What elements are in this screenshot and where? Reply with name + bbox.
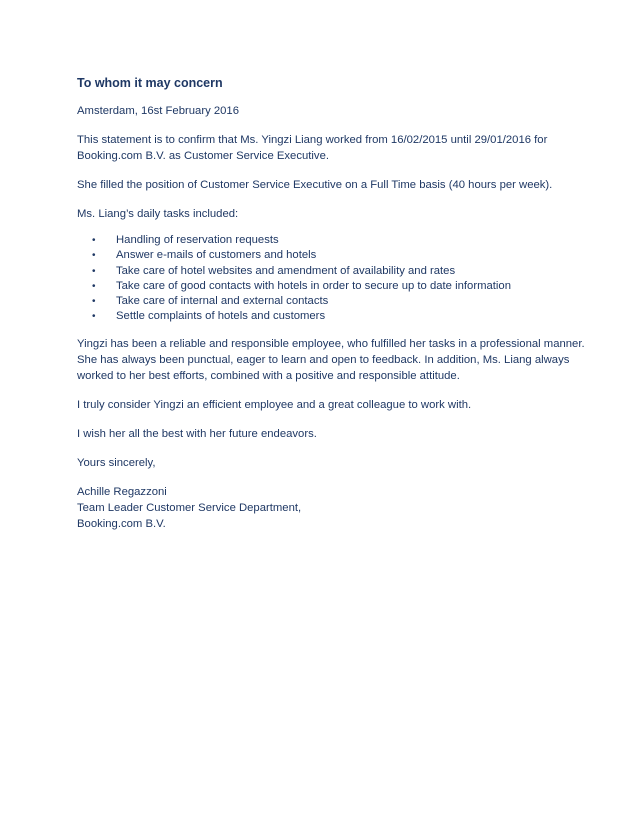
- signer-title: Team Leader Customer Service Department,: [77, 501, 302, 514]
- tasks-list: [77, 233, 597, 325]
- wishes-paragraph: I wish her all the best with her future endeavors.: [77, 427, 317, 440]
- signer-company: Booking.com B.V.: [77, 517, 166, 530]
- list-item: [77, 248, 597, 263]
- confirmation-paragraph: This statement is to confirm that Ms. Yingzi Liang worked from 16/02/2015 until 29/01/2016 for Booking.com B.V. as Customer Service Executive.: [77, 134, 548, 162]
- bullet-icon: •: [92, 250, 96, 262]
- task-text: Take care of good contacts with hotels in order to secure up to date information: [116, 279, 511, 292]
- place-date: Amsterdam, 16st February 2016: [77, 105, 239, 117]
- task-text: Take care of internal and external contacts: [116, 295, 329, 308]
- position-paragraph: She filled the position of Customer Service Executive on a Full Time basis (40 hours per week).: [77, 179, 553, 191]
- list-item: [77, 264, 597, 279]
- bullet-icon: •: [92, 265, 96, 277]
- task-text: Answer e-mails of customers and hotels: [116, 249, 317, 262]
- consideration-paragraph: I truly consider Yingzi an efficient employee and a great colleague to work with.: [77, 398, 472, 411]
- signer-name: Achille Regazzoni: [77, 485, 167, 498]
- list-item: [77, 233, 597, 248]
- bullet-icon: •: [92, 235, 96, 246]
- bullet-icon: •: [92, 280, 96, 292]
- bullet-icon: •: [92, 296, 96, 308]
- list-item: [77, 294, 597, 309]
- list-item: [77, 309, 597, 324]
- list-item: [77, 279, 597, 294]
- task-text: Take care of hotel websites and amendment of availability and rates: [116, 264, 456, 277]
- task-text: Handling of reservation requests: [116, 234, 279, 246]
- closing: Yours sincerely,: [77, 456, 156, 469]
- letter-page: [77, 75, 597, 532]
- reliability-paragraph: Yingzi has been a reliable and responsible employee, who fulfilled her tasks in a professional manner. She has always been punctual, eager to learn and open to feedback. In addition, Ms. Liang always worked to her best efforts, combined with a positive and responsible attitude.: [77, 337, 585, 382]
- tasks-intro: Ms. Liang’s daily tasks included:: [77, 208, 239, 220]
- task-text: Settle complaints of hotels and customers: [116, 310, 326, 323]
- bullet-icon: •: [92, 311, 96, 323]
- letter-heading: To whom it may concern: [77, 76, 223, 90]
- signature-block: [77, 484, 597, 532]
